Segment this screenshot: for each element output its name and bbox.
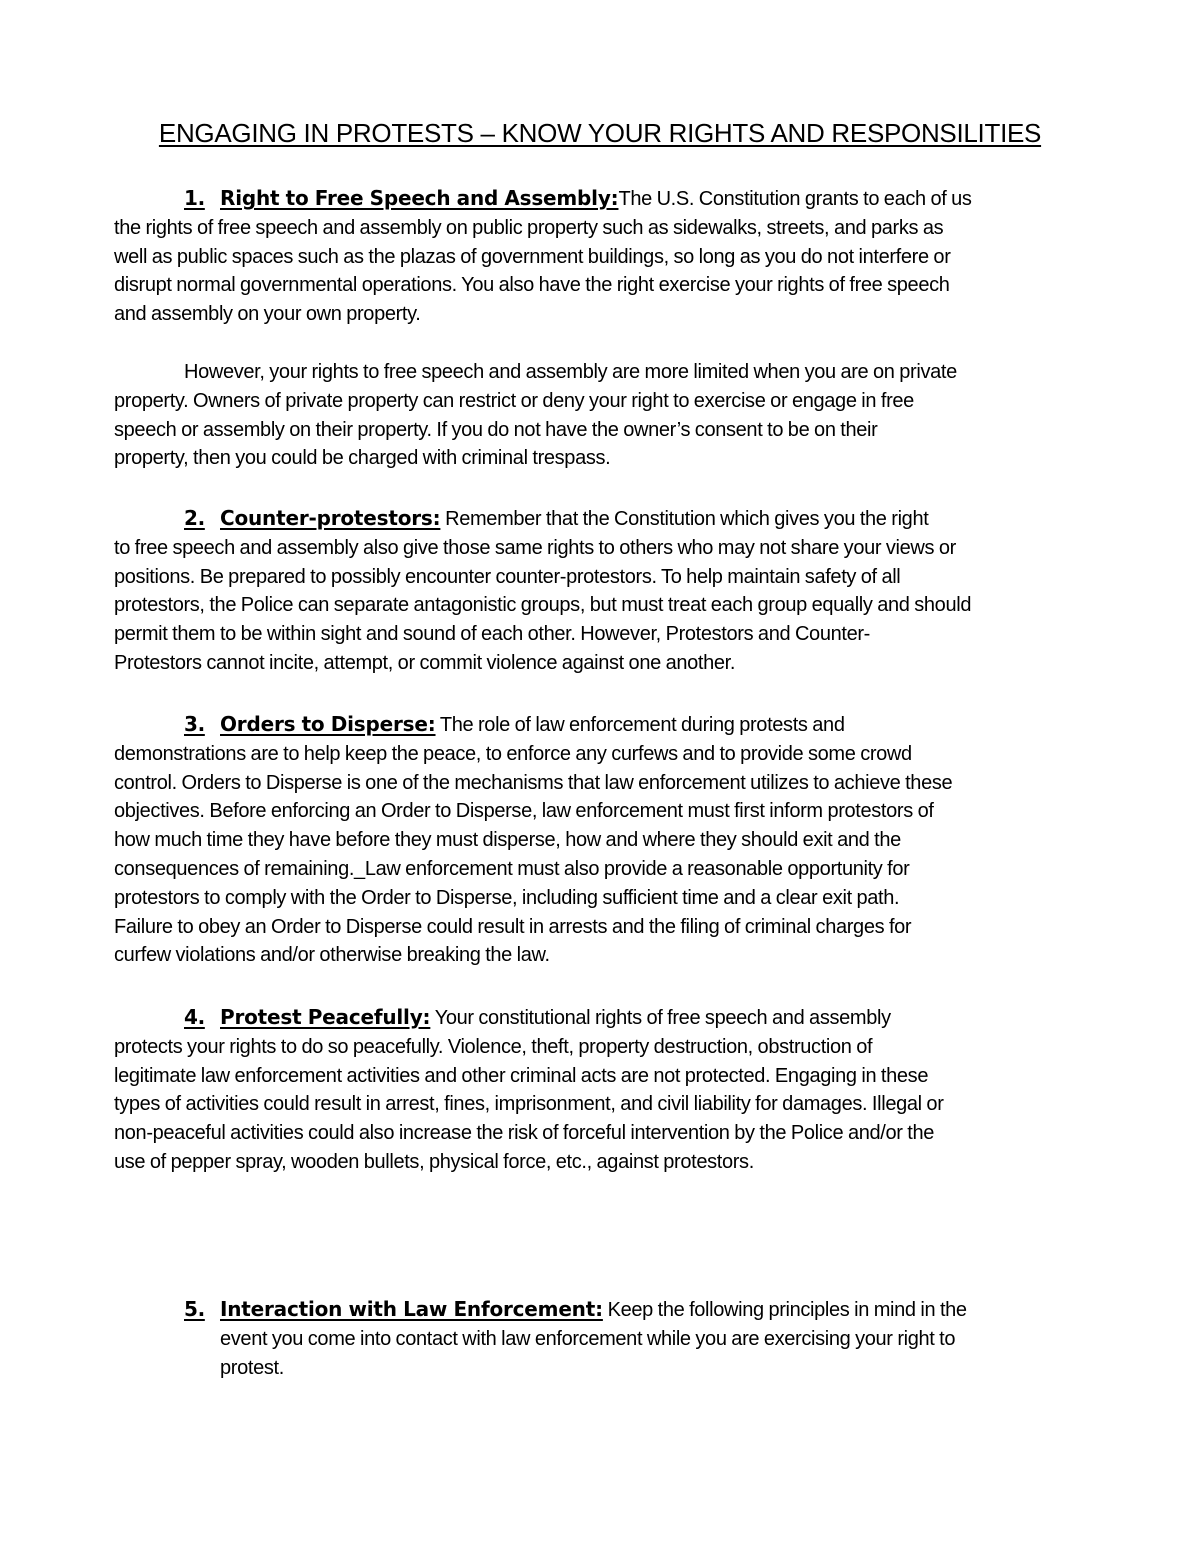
section-2 (114, 504, 1090, 678)
section-1-line-2: well as public spaces such as the plazas of government buildings, so long as you do not interfere or (114, 245, 951, 268)
section-2-line-5: Protestors cannot incite, attempt, or commit violence against one another. (114, 651, 736, 674)
section-1-heading: Right to Free Speech and Assembly: (220, 186, 619, 210)
section-1b-line-2: speech or assembly on their property. If you do not have the owner’s consent to be on their (114, 418, 878, 441)
section-3-number: 3. (184, 712, 205, 736)
section-3-line-5: consequences of remaining._Law enforcement must also provide a reasonable opportunity for (114, 857, 910, 880)
section-1 (114, 184, 1090, 329)
section-1b-line-1: property. Owners of private property can restrict or deny your right to exercise or engage in free (114, 389, 914, 412)
section-4-line-4: non-peaceful activities could also increase the risk of forceful intervention by the Police and/or the (114, 1122, 935, 1145)
section-1-number: 1. (184, 186, 205, 210)
section-5 (184, 1295, 1084, 1382)
section-5-heading: Interaction with Law Enforcement: (220, 1297, 603, 1321)
section-5-line-2: protest. (220, 1356, 284, 1379)
section-1-first-line (114, 184, 1090, 214)
section-2-number: 2. (184, 506, 205, 530)
section-2-line-4: permit them to be within sight and sound of each other. However, Protestors and Counter- (114, 623, 870, 646)
section-2-first-line (114, 504, 1090, 534)
section-3-line-8: curfew violations and/or otherwise breaking the law. (114, 944, 550, 967)
section-1-line-1: the rights of free speech and assembly on public property such as sidewalks, streets, and parks as (114, 216, 944, 239)
section-4-heading: Protest Peacefully: (220, 1005, 431, 1029)
section-3-first-line (114, 710, 1090, 740)
section-1-line-0: The U.S. Constitution grants to each of us (618, 188, 972, 210)
section-1-line-4: and assembly on your own property. (114, 303, 421, 326)
section-4-line-0: Your constitutional rights of free speech and assembly (430, 1007, 891, 1029)
section-4-first-line (114, 1003, 1090, 1033)
section-4 (114, 1003, 1090, 1177)
section-4-number: 4. (184, 1005, 205, 1029)
section-1-paragraph-2 (114, 358, 1090, 473)
section-5-first-line (184, 1295, 1084, 1325)
section-3-line-7: Failure to obey an Order to Disperse could result in arrests and the filing of criminal charges for (114, 915, 912, 938)
section-1b-line-3: property, then you could be charged with criminal trespass. (114, 447, 611, 470)
section-1b-line-0: However, your rights to free speech and assembly are more limited when you are on private (184, 361, 957, 383)
section-1-line-3: disrupt normal governmental operations. You also have the right exercise your rights of free speech (114, 274, 950, 297)
section-2-heading: Counter-protestors: (220, 506, 441, 530)
section-4-line-2: legitimate law enforcement activities and other criminal acts are not protected. Engaging in these (114, 1064, 929, 1087)
section-3-line-2: control. Orders to Disperse is one of the mechanisms that law enforcement utilizes to achieve these (114, 771, 953, 794)
section-3-line-0: The role of law enforcement during protests and (435, 714, 845, 736)
section-2-line-1: to free speech and assembly also give those same rights to others who may not share your views or (114, 536, 956, 559)
section-4-line-3: types of activities could result in arrest, fines, imprisonment, and civil liability for damages. Illegal or (114, 1093, 944, 1116)
section-2-line-2: positions. Be prepared to possibly encounter counter-protestors. To help maintain safety of all (114, 565, 901, 588)
section-3-line-3: objectives. Before enforcing an Order to Disperse, law enforcement must first inform protestors of (114, 800, 934, 823)
section-4-line-5: use of pepper spray, wooden bullets, physical force, etc., against protestors. (114, 1150, 754, 1173)
section-3-line-1: demonstrations are to help keep the peace, to enforce any curfews and to provide some crowd (114, 742, 912, 765)
section-3-heading: Orders to Disperse: (220, 712, 436, 736)
section-3 (114, 710, 1090, 970)
section-2-line-0: Remember that the Constitution which gives you the right (440, 508, 929, 530)
section-3-line-4: how much time they have before they must disperse, how and where they should exit and the (114, 829, 901, 852)
section-5-line-1: event you come into contact with law enforcement while you are exercising your right to (220, 1327, 956, 1350)
section-2-line-3: protestors, the Police can separate antagonistic groups, but must treat each group equally and should (114, 594, 972, 617)
section-4-line-1: protects your rights to do so peacefully. Violence, theft, property destruction, obstruction of (114, 1035, 873, 1058)
section-3-line-6: protestors to comply with the Order to Disperse, including sufficient time and a clear exit path. (114, 886, 900, 909)
section-5-line-0: Keep the following principles in mind in the (602, 1299, 967, 1321)
page-title: ENGAGING IN PROTESTS – KNOW YOUR RIGHTS AND RESPONSILITIES (158, 118, 1042, 148)
section-5-number: 5. (184, 1297, 205, 1321)
